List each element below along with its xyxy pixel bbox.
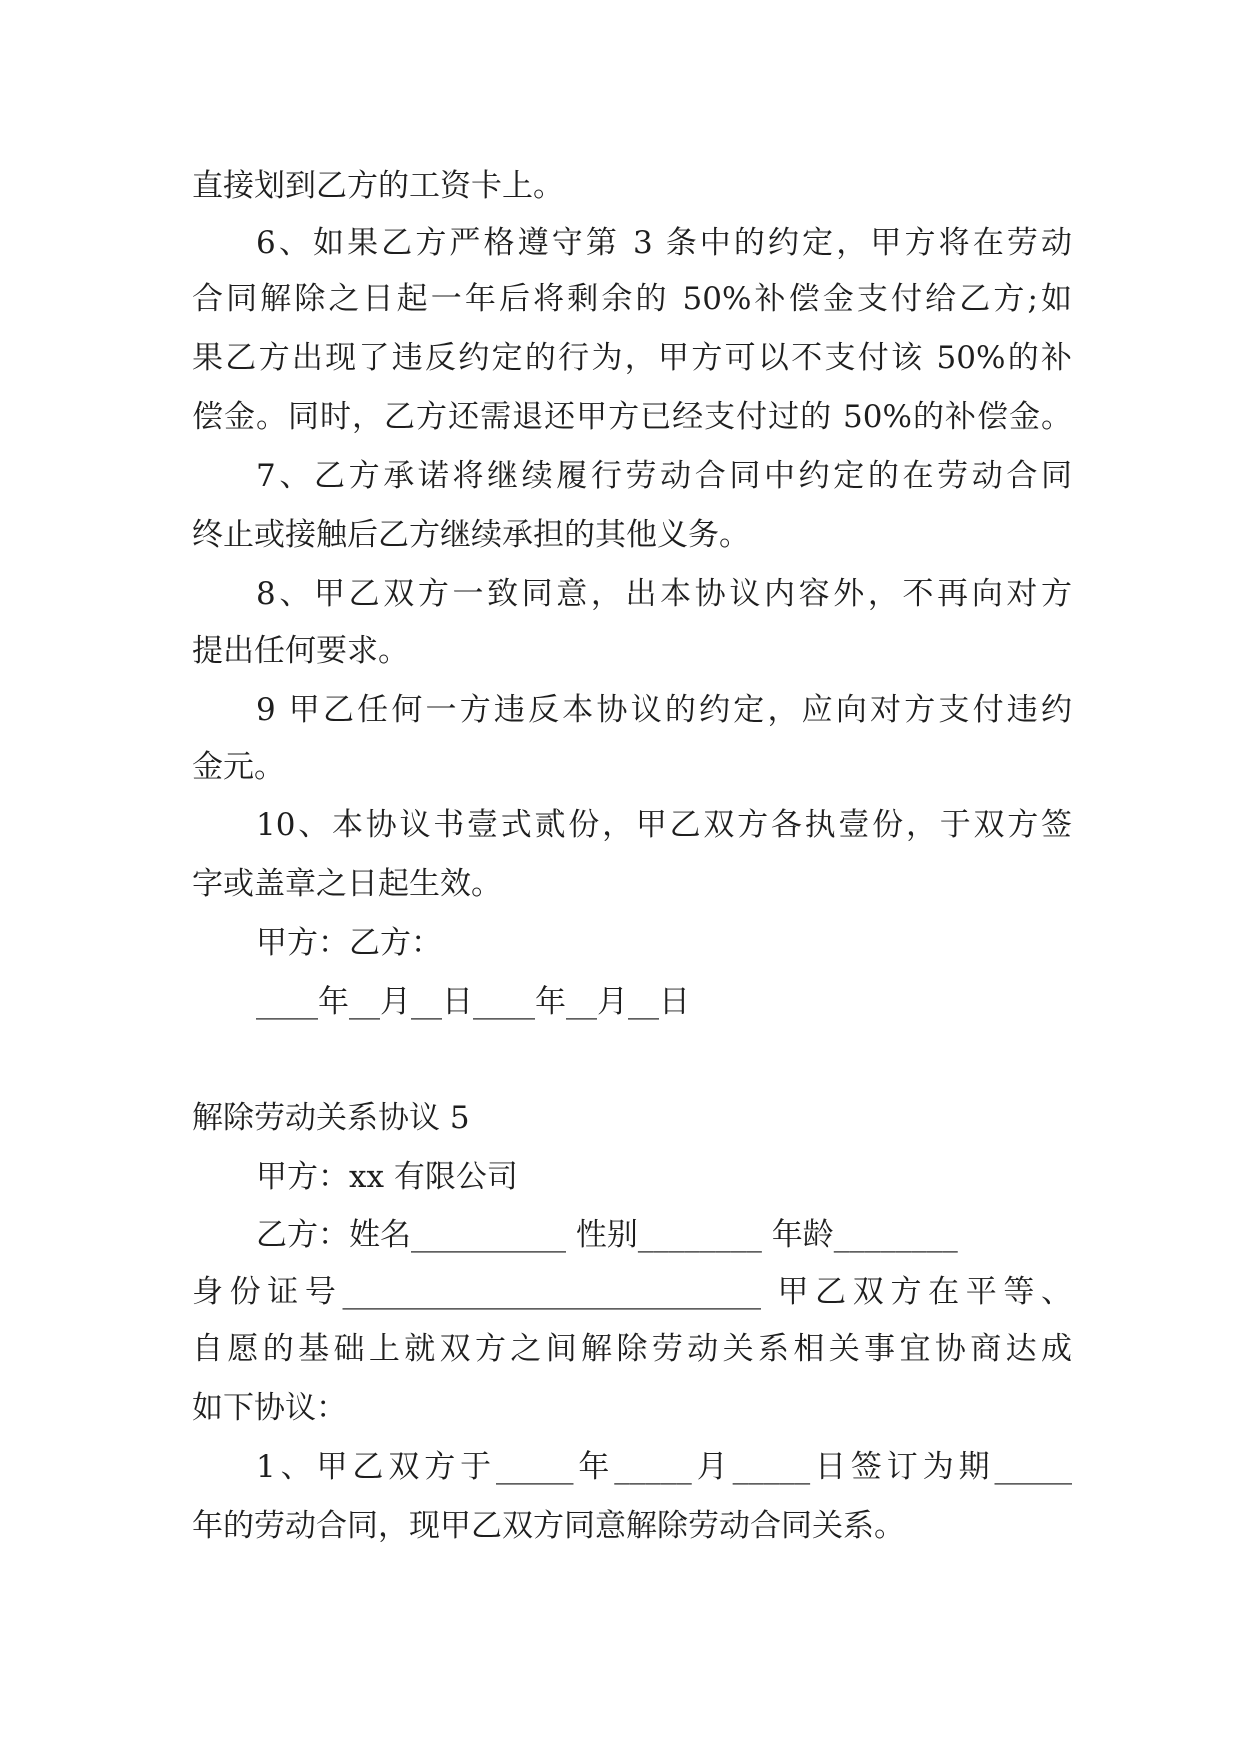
id-number-line: 身份证号___________________________ 甲乙双方在平等、 xyxy=(192,1274,1072,1310)
signature-parties: 甲方：乙方： xyxy=(256,925,442,961)
clause-7-line-1: 7、乙方承诺将继续履行劳动合同中约定的在劳动合同 xyxy=(256,458,1072,494)
clause-6-line-1: 6、如果乙方严格遵守第 3 条中的约定，甲方将在劳动 xyxy=(256,225,1072,261)
preamble-line-2: 自愿的基础上就双方之间解除劳动关系相关事宜协商达成 xyxy=(192,1331,1072,1367)
clause-6-line-2: 合同解除之日起一年后将剩余的 50%补偿金支付给乙方;如 xyxy=(192,281,1072,317)
clause-8-line-1: 8、甲乙双方一致同意，出本协议内容外，不再向对方 xyxy=(256,576,1072,612)
section-title: 解除劳动关系协议 5 xyxy=(192,1100,470,1136)
party-a: 甲方：xx 有限公司 xyxy=(256,1159,518,1195)
clause-6-line-4: 偿金。同时，乙方还需退还甲方已经支付过的 50%的补偿金。 xyxy=(192,399,1072,435)
clause-9-line-1: 9 甲乙任何一方违反本协议的约定，应向对方支付违约 xyxy=(256,692,1072,728)
clause-6-line-3: 果乙方出现了违反约定的行为，甲方可以不支付该 50%的补 xyxy=(192,340,1072,376)
clause-7-line-2: 终止或接触后乙方继续承担的其他义务。 xyxy=(192,517,750,553)
clause-10-line-2: 字或盖章之日起生效。 xyxy=(192,866,502,902)
text-line-1: 直接划到乙方的工资卡上。 xyxy=(192,168,564,204)
clause-9-line-2: 金元。 xyxy=(192,749,285,785)
clause-1-line-1: 1、甲乙双方于_____年_____月_____日签订为期_____ xyxy=(256,1449,1072,1485)
clause-10-line-1: 10、本协议书壹式贰份，甲乙双方各执壹份，于双方签 xyxy=(256,807,1072,843)
preamble-line-3: 如下协议： xyxy=(192,1390,347,1426)
clause-1-line-2: 年的劳动合同，现甲乙双方同意解除劳动合同关系。 xyxy=(192,1508,905,1544)
signature-dates: ____年__月__日____年__月__日 xyxy=(256,984,690,1020)
party-b-info: 乙方：姓名__________ 性别________ 年龄________ xyxy=(256,1217,958,1253)
clause-8-line-2: 提出任何要求。 xyxy=(192,633,409,669)
